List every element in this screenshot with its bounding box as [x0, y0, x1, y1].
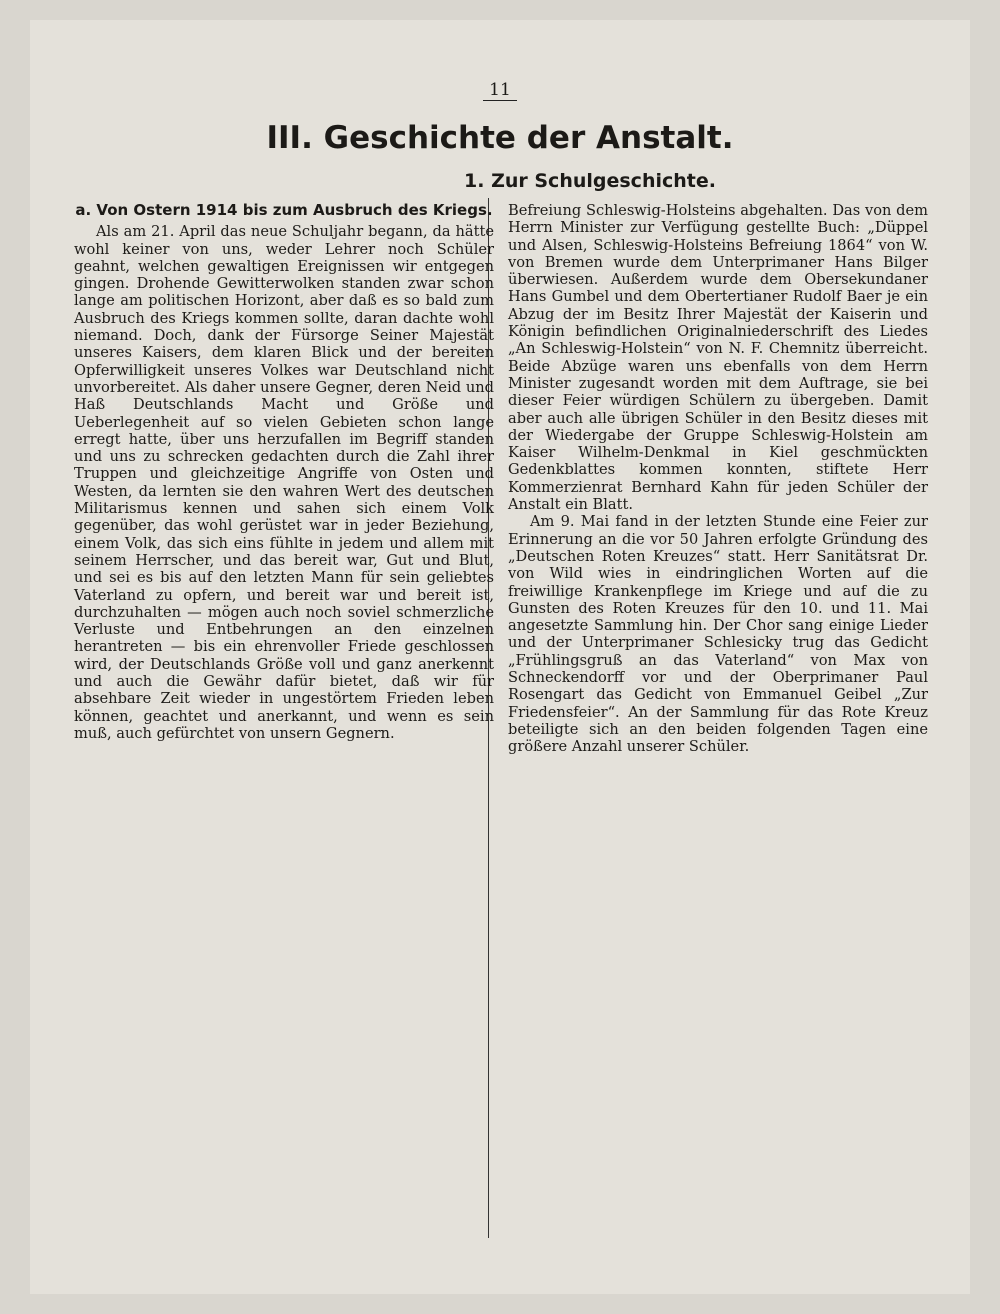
paragraph: Als am 21. April das neue Schuljahr begann, da hätte wohl keiner von uns, weder Lehrer noch Schüler geahnt, welchen gewaltigen Ereignissen wir entgegen gingen. Drohende Gewitterwolken standen zwar schon lange am politischen Horizont, aber daß es so bald zum Ausbruch des Kriegs kommen sollte, daran dachte wohl niemand. Doch, dank der Fürsorge Seiner Majestät unseres Kaisers, dem klaren Blick und der bereiten Opferwilligkeit unseres Volkes war Deutschland nicht unvorbereitet. Als daher unsere Gegner, deren Neid und Haß Deutschlands Macht und Größe und Ueberlegenheit auf so vielen Gebieten schon lange erregt hatte, über uns herzufallen im Begriff standen und uns zu schrecken gedachten durch die Zahl ihrer Truppen und gleichzeitige Angriffe von Osten und Westen, da lernten sie den wahren Wert des deutschen Militarismus kennen und sahen sich einem Volk gegenüber, das wohl gerüstet war in jeder Beziehung, einem Volk, das sich eins fühlte in jedem und allem mit seinem Herrscher, und das bereit war, Gut und Blut, und sei es bis auf den letzten Mann für sein geliebtes Vaterland zu opfern, und bereit war und bereit ist, durchzuhalten — mögen auch noch soviel schmerzliche Verluste und Entbehrungen an den einzelnen herantreten — bis ein ehrenvoller Friede geschlossen wird, der Deutschlands Größe voll und ganz anerkennt und auch die Gewähr dafür bietet, daß wir für absehbare Zeit wieder in ungestörtem Frieden leben können, geachtet und anerkannt, und wenn es sein muß, auch gefürchtet von unsern Gegnern. [74, 223, 494, 742]
paragraph: Befreiung Schleswig-Holsteins abgehalten. Das von dem Herrn Minister zur Verfügung gestellte Buch: „Düppel und Alsen, Schleswig-Holsteins Befreiung 1864“ von W. von Bremen wurde dem Unterprimaner Hans Bilger überwiesen. Außerdem wurde dem Obersekundaner Hans Gumbel und dem Obertertianer Rudolf Baer je ein Abzug der im Besitz Ihrer Majestät der Kaiserin und Königin befindlichen Originalniederschrift des Liedes „An Schleswig-Holstein“ von N. F. Chemnitz überreicht. Beide Abzüge waren uns ebenfalls von dem Herrn Minister zugesandt worden mit dem Auftrage, sie bei dieser Feier würdigen Schülern zu übergeben. Damit aber auch alle übrigen Schüler in den Besitz dieses mit der Wiedergabe der Gruppe Schleswig-Holstein am Kaiser Wilhelm-Denkmal in Kiel geschmückten Gedenkblattes kommen konnten, stiftete Herr Kommerzienrat Bernhard Kahn für jeden Schüler der Anstalt ein Blatt. [508, 202, 928, 514]
section-subtitle: 1. Zur Schulgeschichte. [464, 170, 716, 192]
section-heading: a. Von Ostern 1914 bis zum Ausbruch des Kriegs. [75, 201, 493, 219]
page-title: III. Geschichte der Anstalt. [266, 120, 734, 156]
page [30, 20, 970, 1294]
paragraph: Am 9. Mai fand in der letzten Stunde eine Feier zur Erinnerung an die vor 50 Jahren erfolgte Gründung des „Deutschen Roten Kreuzes“ statt. Herr Sanitätsrat Dr. von Wild wies in eindringlichen Worten auf die freiwillige Krankenpflege im Kriege und auf die zu Gunsten des Roten Kreuzes für den 10. und 11. Mai angesetzte Sammlung hin. Der Chor sang einige Lieder und der Unterprimaner Schlesicky trug das Gedicht „Frühlingsgruß an das Vaterland“ von Max von Schneckendorff vor und der Oberprimaner Paul Rosengart das Gedicht von Emmanuel Geibel „Zur Friedensfeier“. An der Sammlung für das Rote Kreuz beteiligte sich an den beiden folgenden Tagen eine größere Anzahl unserer Schüler. [508, 513, 928, 756]
right-column [508, 202, 928, 756]
left-column [74, 202, 494, 742]
page-number: 11 [30, 80, 970, 100]
